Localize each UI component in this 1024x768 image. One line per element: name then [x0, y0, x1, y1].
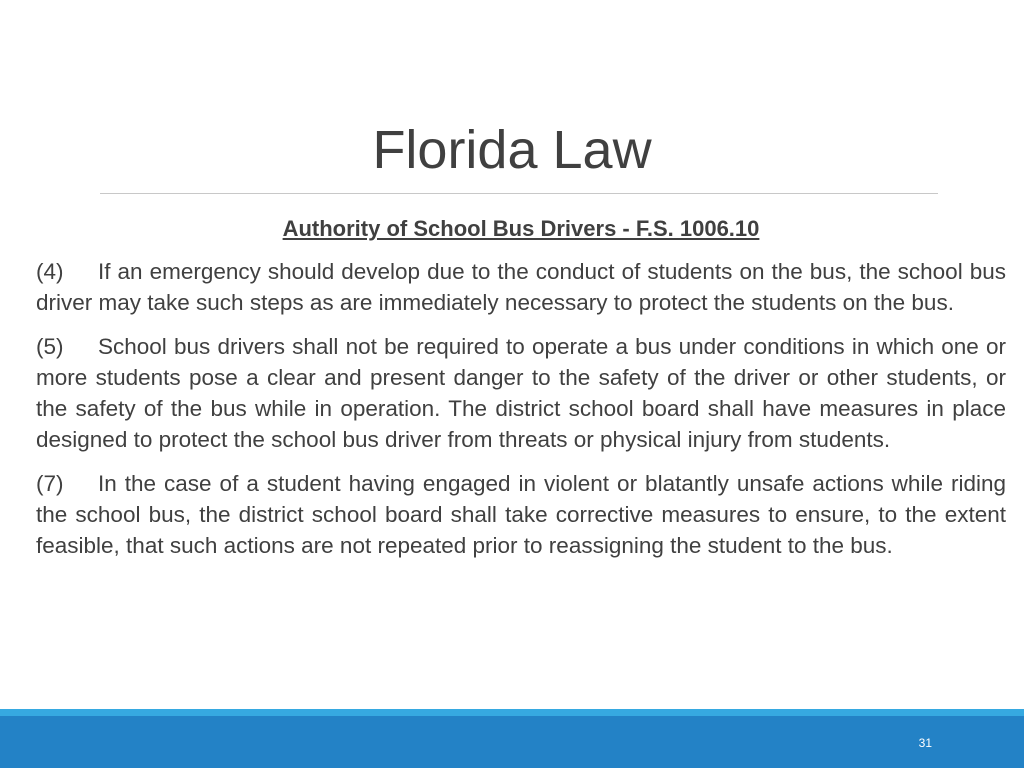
footer-band [0, 716, 1024, 768]
slide-subtitle: Authority of School Bus Drivers - F.S. 1006.10 [282, 216, 760, 241]
paragraph-text: In the case of a student having engaged in violent or blatantly unsafe actions while riding the school bus, the district school board shall take corrective measures to ensure, to the extent feasible, that such actions are not repeated prior to reassigning the student to the bus. [36, 471, 1006, 558]
paragraph-text: School bus drivers shall not be required to operate a bus under conditions in which one or more students pose a clear and present danger to the safety of the driver or other students, or the safety of the bus while in operation. The district school board shall have measures in place designed to protect the school bus driver from threats or physical injury from students. [36, 334, 1006, 452]
slide-body [36, 212, 1006, 574]
paragraph-4 [36, 256, 1006, 318]
paragraph-5 [36, 331, 1006, 455]
title-divider [100, 193, 938, 194]
paragraph-number: (5) [36, 334, 64, 359]
paragraph-7 [36, 468, 1006, 561]
slide-title: Florida Law [372, 120, 652, 180]
paragraph-text: If an emergency should develop due to the conduct of students on the bus, the school bus driver may take such steps as are immediately necessary to protect the students on the bus. [36, 259, 1006, 315]
page-number: 31 [918, 736, 932, 750]
footer-accent-stripe [0, 709, 1024, 716]
paragraph-number: (7) [36, 471, 64, 496]
paragraph-number: (4) [36, 259, 64, 284]
